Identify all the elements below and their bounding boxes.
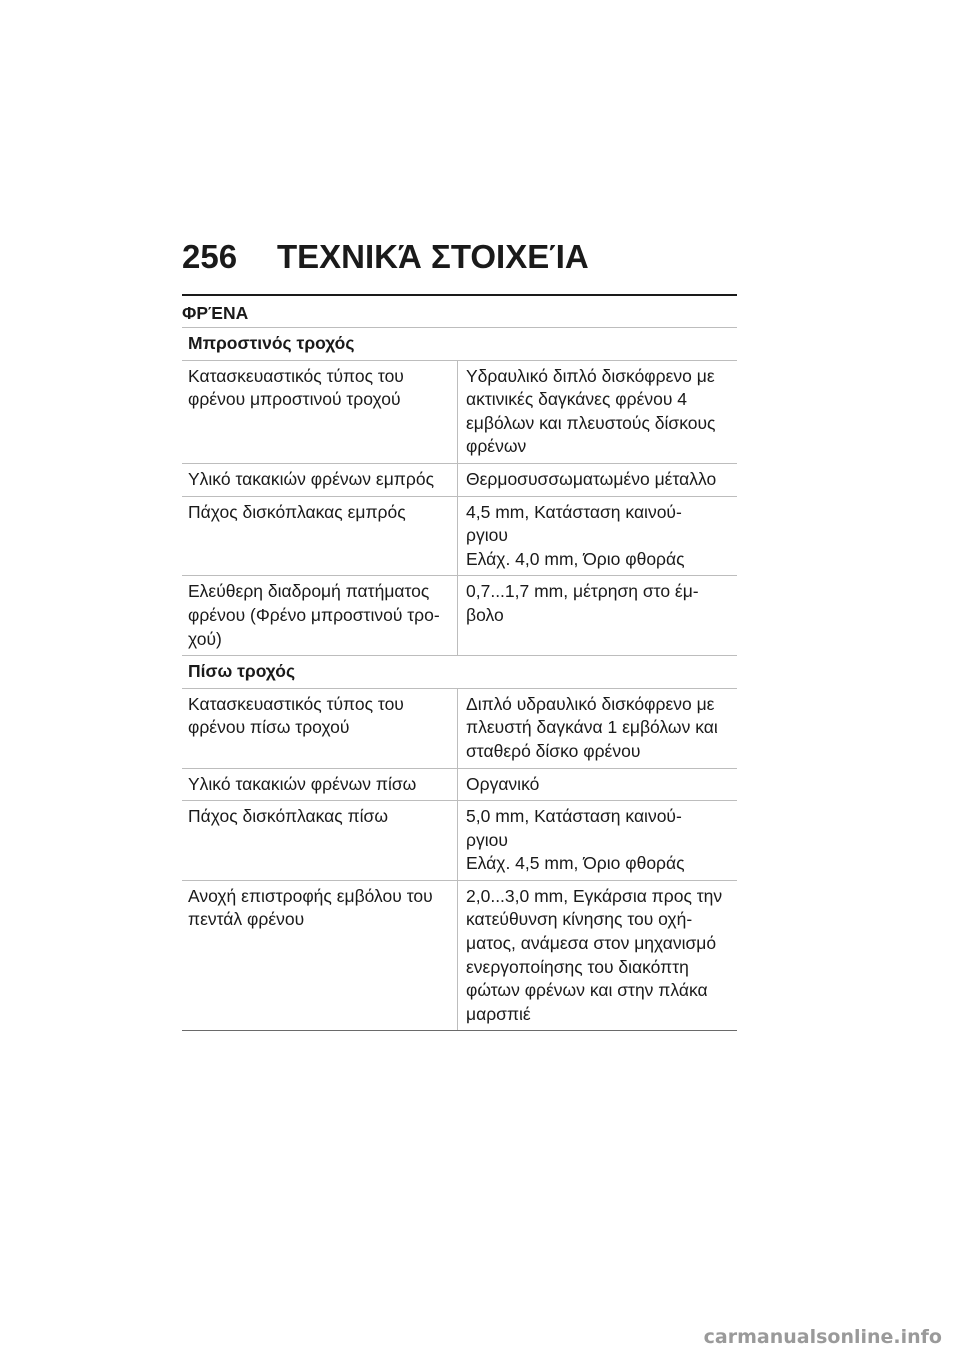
spec-value-line: πλευστή δαγκάνα 1 εμβόλων και (466, 717, 718, 738)
spec-value-line: Θερμοσυσσωματωμένο μέταλλο (466, 468, 717, 489)
spec-value (458, 801, 737, 880)
spec-row (182, 361, 737, 464)
spec-label (182, 769, 458, 801)
spec-value-line: Ελάχ. 4,5 mm, Όριο φθοράς (466, 853, 685, 874)
spec-label (182, 464, 458, 496)
spec-value-line: ακτινικές δαγκάνες φρένου 4 (466, 389, 688, 410)
spec-value-line: Οργανικό (466, 773, 540, 794)
spec-value-line: 2,0...3,0 mm, Εγκάρσια προς την (466, 885, 723, 906)
page-number: 256 (182, 238, 238, 275)
spec-value-line: 0,7...1,7 mm, μέτρηση στο έμ- (466, 581, 699, 602)
spec-value (458, 881, 737, 1031)
spec-row (182, 576, 737, 656)
spec-label-line: φρένου (Φρένο μπροστινού τρο- (188, 604, 440, 625)
spec-value-line: σταθερό δίσκο φρένου (466, 740, 641, 761)
spec-label-line: Κατασκευαστικός τύπος του (188, 365, 404, 386)
spec-row (182, 497, 737, 577)
spec-label-line: Πάχος δισκόπλακας πίσω (188, 806, 389, 827)
spec-label-line: πεντάλ φρένου (188, 909, 305, 930)
spec-value-line: Ελάχ. 4,0 mm, Όριο φθοράς (466, 548, 685, 569)
front-wheel-rows (182, 361, 737, 657)
spec-value-line: ματος, ανάμεσα στον μηχανισμό (466, 933, 717, 954)
spec-row (182, 801, 737, 881)
chapter-title: ΤΕΧΝΙΚΆ ΣΤΟΙΧΕΊΑ (277, 238, 589, 275)
spec-label-line: χού) (188, 628, 222, 649)
spec-label-line: Υλικό τακακιών φρένων εμπρός (188, 468, 434, 489)
spec-value (458, 464, 737, 496)
spec-value-line: ργιου (466, 829, 508, 850)
spec-value (458, 576, 737, 655)
spec-label-line: Υλικό τακακιών φρένων πίσω (188, 773, 417, 794)
spec-row (182, 881, 737, 1032)
spec-label (182, 881, 458, 1031)
spec-label-line: φρένου πίσω τροχού (188, 717, 350, 738)
spec-label (182, 801, 458, 880)
spec-value-line: κατεύθυνση κίνησης του οχή- (466, 909, 693, 930)
spec-label (182, 361, 458, 463)
spec-label (182, 689, 458, 768)
spec-value (458, 361, 737, 463)
spec-label (182, 576, 458, 655)
spec-label-line: Πάχος δισκόπλακας εμπρός (188, 501, 406, 522)
spec-value-line: φώτων φρένων και στην πλάκα (466, 980, 708, 1001)
spec-value-line: βολο (466, 604, 504, 625)
spec-value-line: Διπλό υδραυλικό δισκόφρενο με (466, 693, 715, 714)
rear-wheel-rows (182, 689, 737, 1032)
spec-value-line: Υδραυλικό διπλό δισκόφρενο με (466, 365, 715, 386)
group-heading-rear-wheel: Πίσω τροχός (182, 656, 737, 689)
spec-row (182, 689, 737, 769)
spec-label-line: Ελεύθερη διαδρομή πατήματος (188, 581, 430, 602)
section-title: ΦΡΈΝΑ (182, 294, 737, 325)
spec-value-line: εμβόλων και πλευστούς δίσκους (466, 412, 716, 433)
spec-row (182, 464, 737, 497)
spec-value-line: μαρσπιέ (466, 1003, 531, 1024)
spec-label-line: Κατασκευαστικός τύπος του (188, 693, 404, 714)
spec-value-line: 4,5 mm, Κατάσταση καινού- (466, 501, 682, 522)
spec-row (182, 769, 737, 802)
spec-value-line: φρένων (466, 436, 527, 457)
spec-value-line: ργιου (466, 525, 508, 546)
spec-label-line: φρένου μπροστινού τροχού (188, 389, 401, 410)
spec-value (458, 497, 737, 576)
spec-value-line: ενεργοποίησης του διακόπτη (466, 956, 689, 977)
brakes-spec-table (182, 327, 737, 1031)
page-header (182, 238, 589, 288)
spec-value-line: 5,0 mm, Κατάσταση καινού- (466, 806, 682, 827)
spec-value (458, 769, 737, 801)
spec-label (182, 497, 458, 576)
group-heading-front-wheel: Μπροστινός τροχός (182, 328, 737, 361)
spec-value (458, 689, 737, 768)
spec-label-line: Ανοχή επιστροφής εμβόλου του (188, 885, 433, 906)
watermark-text: carmanualsonline.info (703, 1326, 942, 1348)
